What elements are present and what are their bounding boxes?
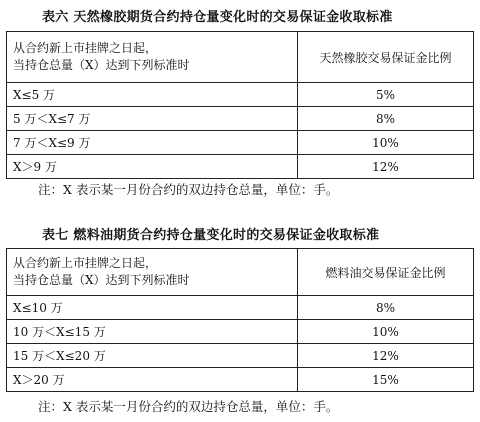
table6-header-ratio: 天然橡胶交易保证金比例 — [298, 32, 474, 83]
table-row — [7, 320, 474, 344]
table6-row3-condition: 7 万＜X≤9 万 — [7, 131, 298, 155]
table7-caption: 表七 燃料油期货合约持仓量变化时的交易保证金收取标准 — [42, 228, 380, 243]
table6-row2-ratio: 8% — [298, 107, 474, 131]
table6-row4-ratio: 12% — [298, 155, 474, 179]
table6-row4-condition: X＞9 万 — [7, 155, 298, 179]
table7-row1-condition: X≤10 万 — [7, 296, 298, 320]
table-row — [7, 107, 474, 131]
table6-margin-standards — [6, 31, 474, 179]
table7-header-condition-line2: 当持仓总量（X）达到下列标准时 — [13, 273, 190, 287]
table6-row3-ratio: 10% — [298, 131, 474, 155]
table7-row4-condition: X＞20 万 — [7, 368, 298, 392]
table7-header-ratio: 燃料油交易保证金比例 — [298, 249, 474, 296]
table7-row4-ratio: 15% — [298, 368, 474, 392]
table-row — [7, 131, 474, 155]
table-row — [7, 344, 474, 368]
table6-row1-ratio: 5% — [298, 83, 474, 107]
table7-row1-ratio: 8% — [298, 296, 474, 320]
table6-caption: 表六 天然橡胶期货合约持仓量变化时的交易保证金收取标准 — [42, 10, 393, 25]
table-row — [7, 296, 474, 320]
table7-header-row — [7, 249, 474, 296]
table-row — [7, 368, 474, 392]
table-row — [7, 155, 474, 179]
table6-header-condition-line2: 当持仓总量（X）达到下列标准时 — [13, 58, 190, 72]
table7-header-condition-line1: 从合约新上市挂牌之日起， — [13, 256, 158, 270]
table6-row1-condition: X≤5 万 — [7, 83, 298, 107]
table6-header-row — [7, 32, 474, 83]
table7-row3-ratio: 12% — [298, 344, 474, 368]
table-row — [7, 83, 474, 107]
table7-row2-ratio: 10% — [298, 320, 474, 344]
table6-header-condition-line1: 从合约新上市挂牌之日起， — [13, 41, 158, 55]
table7-margin-standards — [6, 248, 474, 392]
table7-row2-condition: 10 万＜X≤15 万 — [7, 320, 298, 344]
table7-row3-condition: 15 万＜X≤20 万 — [7, 344, 298, 368]
table7-note: 注：X 表示某一月份合约的双边持仓总量，单位：手。 — [38, 399, 339, 414]
table6-row2-condition: 5 万＜X≤7 万 — [7, 107, 298, 131]
table7-header-condition — [7, 249, 298, 296]
table6-header-condition — [7, 32, 298, 83]
table6-note: 注：X 表示某一月份合约的双边持仓总量，单位：手。 — [38, 182, 339, 197]
